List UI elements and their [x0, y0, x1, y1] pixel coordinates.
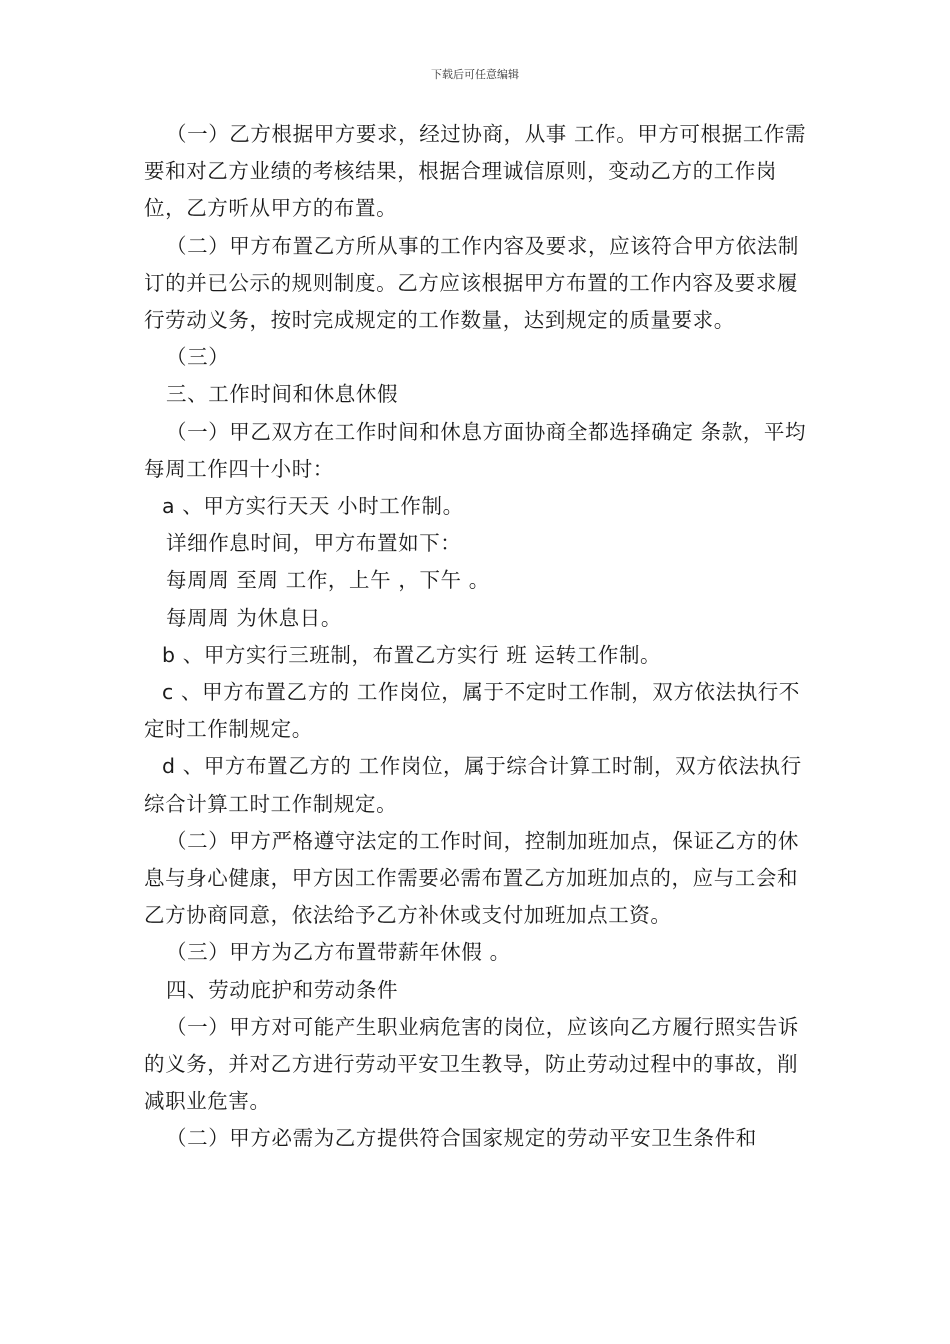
paragraph: 每周周 为休息日。 [166, 605, 342, 630]
paragraph: （一）甲乙双方在工作时间和休息方面协商全都选择确定 条款，平均每周工作四十小时： [144, 419, 807, 481]
document-body [144, 116, 812, 1158]
section-heading: 四、劳动庇护和劳动条件 [166, 977, 399, 1002]
paragraph: 每周周 至周 工作，上午 ，下午 。 [166, 568, 490, 593]
list-item: b 、甲方实行三班制，布置乙方实行 班 运转工作制。 [162, 642, 662, 667]
paragraph: （二）甲方严格遵守法定的工作时间，控制加班加点，保证乙方的休息与身心健康，甲方因工作需要必需布置乙方加班加点的，应与工会和乙方协商同意，依法给予乙方补休或支付加班加点工资。 [144, 828, 799, 928]
paragraph: （三）甲方为乙方布置带薪年休假 。 [166, 940, 511, 965]
paragraph: （一）乙方根据甲方要求，经过协商，从事 工作。甲方可根据工作需要和对乙方业绩的考核结果，根据合理诚信原则，变动乙方的工作岗位，乙方听从甲方的布置。 [144, 122, 807, 221]
list-item: d 、甲方布置乙方的 工作岗位，属于综合计算工时制，双方依法执行综合计算工时工作制规定。 [144, 754, 802, 816]
paragraph: （二）甲方布置乙方所从事的工作内容及要求，应该符合甲方依法制订的并已公示的规则制度。乙方应该根据甲方布置的工作内容及要求履行劳动义务，按时完成规定的工作数量，达到规定的质量要求。 [144, 233, 799, 333]
list-item: a 、甲方实行天天 小时工作制。 [162, 494, 464, 519]
paragraph: （三） [166, 345, 230, 370]
paragraph: （二）甲方必需为乙方提供符合国家规定的劳动平安卫生条件和 [166, 1126, 757, 1151]
paragraph: 详细作息时间，甲方布置如下： [166, 531, 462, 556]
page-header: 下载后可任意编辑 [431, 68, 519, 81]
list-item: c 、甲方布置乙方的 工作岗位，属于不定时工作制，双方依法执行不定时工作制规定。 [144, 680, 801, 742]
section-heading: 三、工作时间和休息休假 [166, 382, 399, 407]
paragraph: （一）甲方对可能产生职业病危害的岗位，应该向乙方履行照实告诉的义务，并对乙方进行劳动平安卫生教导，防止劳动过程中的事故，削减职业危害。 [144, 1014, 799, 1114]
